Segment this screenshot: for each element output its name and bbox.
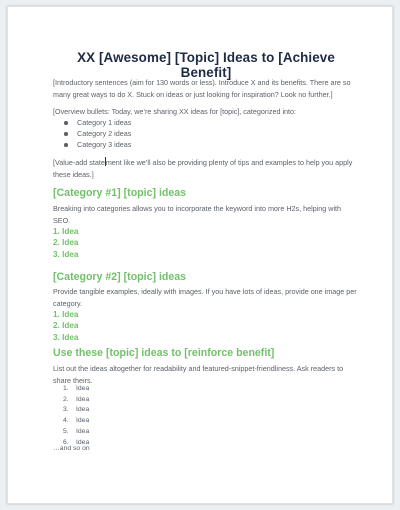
- overview-bullet[interactable]: Category 3 ideas: [63, 139, 131, 150]
- item-number: 6.: [63, 438, 69, 446]
- numbered-idea-item[interactable]: [63, 416, 89, 427]
- numbered-idea-list: [63, 384, 89, 448]
- item-number: 1.: [63, 385, 69, 392]
- item-text: Idea: [76, 395, 90, 403]
- numbered-idea-item[interactable]: [63, 384, 89, 395]
- idea-item[interactable]: 3. Idea: [53, 332, 79, 342]
- section-heading-category-1[interactable]: [Category #1] [topic] ideas: [53, 187, 187, 199]
- overview-bullet[interactable]: Category 1 ideas: [63, 117, 131, 128]
- idea-item[interactable]: 2. Idea: [53, 238, 79, 248]
- section-heading-category-2[interactable]: [Category #2] [topic] ideas: [53, 271, 187, 283]
- item-number: 4.: [63, 417, 69, 425]
- item-number: 3.: [63, 406, 69, 414]
- value-add-text-end: ment like we’ll also be providing plenty of tips and examples to help you apply these ideas.]: [53, 158, 353, 179]
- overview-lead[interactable]: [Overview bullets: Today, we’re sharing XX ideas for [topic], categorized into:: [53, 107, 297, 116]
- and-so-on-text[interactable]: …and so on: [53, 445, 90, 452]
- section-heading-reinforce-benefit[interactable]: Use these [topic] ideas to [reinforce benefit]: [53, 347, 275, 359]
- item-number: 2.: [63, 395, 69, 403]
- section-body-category-1[interactable]: Breaking into categories allows you to incorporate the keyword into more H2s, helping with SEO.: [53, 204, 342, 225]
- item-text: Idea: [76, 427, 90, 435]
- item-text: Idea: [76, 417, 90, 425]
- overview-bullet[interactable]: Category 2 ideas: [63, 128, 131, 139]
- idea-item[interactable]: 1. Idea: [53, 310, 79, 319]
- value-add-paragraph[interactable]: [53, 157, 359, 180]
- item-number: 5.: [63, 427, 69, 435]
- item-text: Idea: [76, 406, 90, 414]
- idea-list-category-2: [53, 309, 79, 343]
- overview-bullet-list: [63, 117, 131, 150]
- value-add-text-start: [Value-add state: [53, 158, 105, 167]
- item-text: Idea: [76, 385, 90, 392]
- idea-item[interactable]: 2. Idea: [53, 321, 79, 331]
- document-page: [7, 6, 393, 504]
- document-title[interactable]: XX [Awesome] [Topic] Ideas to [Achieve Benefit]: [77, 50, 335, 80]
- numbered-idea-item[interactable]: [63, 427, 89, 438]
- section-body-category-2[interactable]: Provide tangible examples, ideally with images. If you have lots of ideas, provide one image per category.: [53, 287, 357, 308]
- section-body-reinforce-benefit[interactable]: List out the ideas altogether for readability and featured-snippet-friendliness. Ask readers to share theirs.: [53, 364, 344, 385]
- idea-item[interactable]: 3. Idea: [53, 249, 79, 259]
- item-text: Idea: [76, 438, 90, 446]
- numbered-idea-item[interactable]: [63, 395, 89, 406]
- numbered-idea-item[interactable]: [63, 405, 89, 416]
- idea-list-category-1: [53, 226, 79, 260]
- idea-item[interactable]: 1. Idea: [53, 227, 79, 236]
- intro-paragraph[interactable]: [Introductory sentences (aim for 130 words or less). Introduce X and its benefits. There are so many great ways to do X. Stuck on ideas or just looking for inspiration? Look no further.]: [53, 78, 351, 99]
